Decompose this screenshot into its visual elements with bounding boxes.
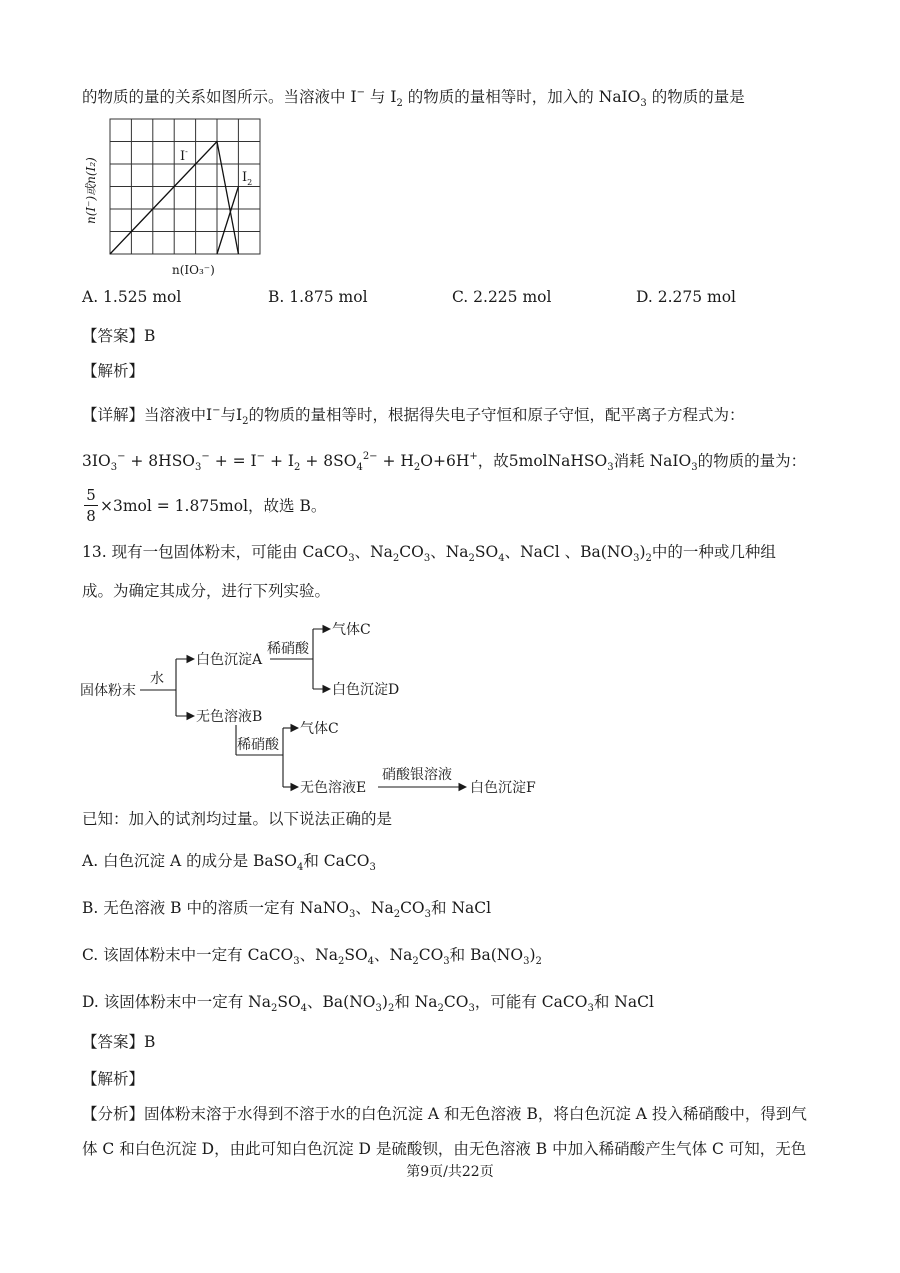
q12-answer: 【答案】B [82, 327, 156, 345]
ionic-equation: $3IO_3^- + 8HSO_3^-$ + = $I^- + I_2 + 8SO_4^{2-} + H_2O+6H^+$，故5molNaHSO$_3$消耗 NaIO$_3$的物质的量为： [82, 451, 807, 473]
experiment-flowchart [78, 615, 578, 795]
intro-text-1: 的物质的量的关系如图所示。当溶液中 [82, 88, 346, 106]
q12-detail: 【详解】当溶液中I−与$I_2$的物质的量相等时，根据得失电子守恒和原子守恒，配平离子方程式为： [82, 405, 745, 427]
intro-text-4: 的物质的量是 [651, 88, 745, 106]
q13-option-b: B. 无色溶液 B 中的溶质一定有 NaNO$_3$、$Na_2CO_3$和 NaCl [82, 899, 492, 920]
q13-known: 已知：加入的试剂均过量。以下说法正确的是 [82, 810, 393, 828]
intro-text-2: 与 [369, 88, 386, 106]
q12-option-c: C. 2.225 mol [452, 288, 552, 306]
q13-answer: 【答案】B [82, 1033, 156, 1051]
page-footer: 第9页/共22页 [406, 1164, 494, 1180]
iodide-curve-label: I- [180, 147, 188, 164]
q13-stem-line1: 13. 现有一包固体粉末，可能由 CaCO$_3$、$Na_2CO_3$、$Na_2SO_4$、NaCl 、$Ba(NO_3)_2$中的一种或几种组 [82, 543, 776, 564]
q13-analysis-line1: 【分析】固体粉末溶于水得到不溶于水的白色沉淀 A 和无色溶液 B，将白色沉淀 A 投入稀硝酸中，得到气 [82, 1105, 807, 1123]
flow-precipitate-d: 白色沉淀D [332, 682, 400, 698]
iodide-symbol: I− [350, 87, 365, 106]
fraction-result: ×3mol = 1.875mol，故选 B。 [100, 497, 327, 515]
q13-analysis-line2: 体 C 和白色沉淀 D，由此可知白色沉淀 D 是硫酸钡，由无色溶液 B 中加入稀硝酸产生气体 C 可知，无色 [82, 1140, 807, 1158]
flow-gas-c-2: 气体C [300, 721, 339, 737]
flow-agno3-label: 硝酸银溶液 [382, 767, 452, 783]
flow-precipitate-a: 白色沉淀A [196, 652, 263, 668]
iodine-symbol: $I_2$ [390, 88, 403, 109]
q13-analysis-heading: 【解析】 [82, 1070, 145, 1088]
q12-option-d: D. 2.275 mol [636, 288, 737, 306]
flow-gas-c-1: 气体C [332, 622, 371, 638]
flow-solution-e: 无色溶液E [300, 780, 367, 795]
flow-water-label: 水 [150, 671, 164, 687]
intro-text-3: 的物质的量相等时，加入的 [407, 88, 594, 106]
q12-option-b: B. 1.875 mol [268, 288, 368, 306]
flow-acid-label-2: 稀硝酸 [237, 737, 279, 753]
flow-solution-b: 无色溶液B [196, 709, 263, 725]
q13-option-d: D. 该固体粉末中一定有 $Na_2SO_4$、$Ba(NO_3)_2$和 $Na_2CO_3$，可能有 CaCO$_3$和 NaCl [82, 993, 654, 1014]
intro-line [82, 82, 745, 115]
flow-solid-powder: 固体粉末 [80, 683, 136, 699]
iodine-curve-label: $I_2$ [242, 170, 253, 187]
q12-analysis-heading: 【解析】 [82, 362, 145, 380]
q13-option-c: C. 该固体粉末中一定有 CaCO$_3$、$Na_2SO_4$、$Na_2CO_3$和 $Ba(NO_3)_2$ [82, 946, 542, 967]
flow-precipitate-f: 白色沉淀F [470, 780, 536, 795]
q13-option-a: A. 白色沉淀 A 的成分是 BaSO$_4$和 CaCO$_3$ [82, 852, 376, 873]
flow-acid-label-1: 稀硝酸 [267, 641, 309, 657]
q12-option-a: A. 1.525 mol [82, 288, 182, 306]
naio3-symbol: NaIO$_3$ [598, 88, 647, 109]
q13-stem-line2: 成。为确定其成分，进行下列实验。 [82, 582, 331, 600]
graph-xlabel: n(IO₃⁻) [172, 263, 215, 277]
fraction-5-8: 5 8 [84, 486, 98, 525]
iodine-graph [80, 112, 300, 282]
graph-ylabel: n(I⁻)或n(I₂) [84, 157, 98, 224]
